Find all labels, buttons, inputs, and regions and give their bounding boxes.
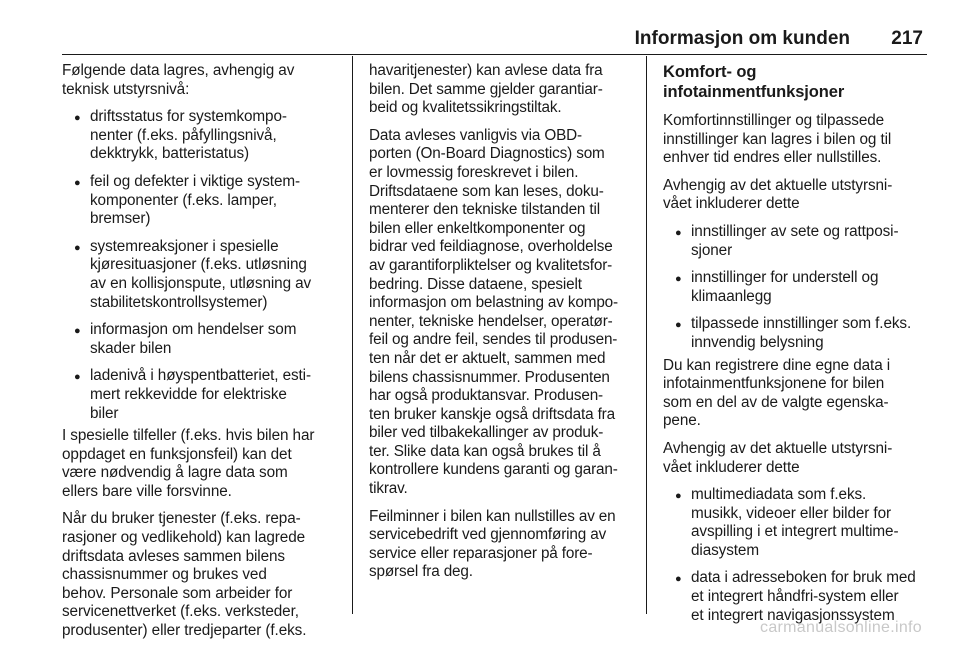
list-item (62, 321, 347, 358)
list-item-text: tilpassede innstillinger som f.eks. innvendig belysning (691, 315, 912, 351)
bullet-icon: ● (74, 371, 81, 384)
column-divider-2 (646, 56, 647, 614)
bullet-icon: ● (675, 490, 682, 503)
list-item (663, 315, 933, 352)
header-rule (62, 54, 927, 55)
page-number: 217 (891, 28, 923, 49)
bullet-icon: ● (74, 325, 81, 338)
list-item (62, 173, 347, 229)
list-item (663, 223, 933, 260)
list-item (663, 486, 933, 560)
bullet-icon: ● (675, 573, 682, 586)
paragraph: Avhengig av det aktuelle utstyrsni- vået inkluderer dette (663, 176, 893, 213)
bullet-icon: ● (675, 319, 682, 332)
list-item-text: multimediadata som f.eks. musikk, videoer eller bilder for avspilling i et integrert multime- diasystem (691, 486, 899, 559)
paragraph: Komfortinnstillinger og tilpassede innstillinger kan lagres i bilen og til enhver tid endres eller nullstilles. (663, 112, 892, 167)
column-2 (369, 62, 639, 591)
section-heading: Komfort- og infotainmentfunksjoner (663, 63, 845, 101)
bullet-icon: ● (675, 273, 682, 286)
paragraph: Avhengig av det aktuelle utstyrsni- vået inkluderer dette (663, 439, 893, 476)
list-item (62, 367, 347, 423)
list-item-text: ladenivå i høyspentbatteriet, esti- mert rekkevidde for elektriske biler (90, 367, 311, 422)
paragraph: I spesielle tilfeller (f.eks. hvis bilen har oppdaget en funksjonsfeil) kan det være nødvendig å lagre data som ellers bare ville forsvinne. (62, 427, 315, 500)
list-item (62, 108, 347, 164)
list-item-text: innstillinger for understell og klimaanlegg (691, 269, 879, 305)
paragraph: havaritjenester) kan avlese data fra bilen. Det samme gjelder garantiar- beid og kvalitetssikringstiltak. (369, 62, 603, 117)
list-item-text: systemreaksjoner i spesielle kjøresituasjoner (f.eks. utløsning av en kollisjonspute, utløsning av stabilitetskontrollsystemer) (90, 237, 312, 311)
list-item-text: data i adresseboken for bruk med et integrert håndfri-system eller et integrert navigasjonssystem (691, 569, 916, 624)
watermark: carmanualsonline.info (760, 619, 922, 636)
column-divider-1 (352, 56, 353, 614)
bullet-icon: ● (74, 176, 81, 189)
bullet-icon: ● (74, 112, 81, 125)
section-title: Informasjon om kunden (634, 28, 850, 49)
paragraph: Når du bruker tjenester (f.eks. repa- rasjoner og vedlikehold) kan lagrede driftsdata avleses sammen bilens chassisnummer og brukes ved behov. Personale som arbeider for servicenettverket (f.eks. verksteder, produsenter) eller tredjeparter (f.eks. (62, 510, 307, 640)
bullet-icon: ● (74, 241, 81, 254)
page-header (0, 0, 960, 54)
list-item-text: innstillinger av sete og rattposi- sjoner (691, 222, 899, 259)
list-item (663, 569, 933, 625)
column-3 (663, 62, 933, 634)
column-1 (62, 62, 347, 650)
list-item-text: driftsstatus for systemkompo- nenter (f.eks. påfyllingsnivå, dekktrykk, batteristatus) (90, 108, 287, 163)
paragraph: Feilminner i bilen kan nullstilles av en servicebedrift ved gjennomføring av service eller reparasjoner på fore- spørsel fra deg. (369, 507, 616, 581)
paragraph: Data avleses vanligvis via OBD- porten (On-Board Diagnostics) som er lovmessig foreskrevet i bilen. Driftsdataene som kan leses, doku- menterer den tekniske tilstanden til bilen eller enkeltkomponenter og bidrar ved feildiagnose, overholdelse av garantiforpliktelser og kvalitetsfor- bedring. Disse dataene, spesielt informasjon om belastning av kompo- nenter, tekniske hendelser, operatør- feil og andre feil, sendes til produsen- ten når det er aktuelt, sammen med bilens chassisnummer. Produsenten har også produktansvar. Produsen- ten bruker kanskje også driftsdata fra biler ved tilbakekallinger av produk- ter. Slike data kan også brukes til å kontrollere kundens garanti og garan- tikrav. (369, 126, 618, 498)
list-item-text: informasjon om hendelser som skader bilen (90, 321, 297, 357)
paragraph: Du kan registrere dine egne data i infotainmentfunksjonene for bilen som en del av de valgte egenska- pene. (663, 356, 891, 430)
intro-text: Følgende data lagres, avhengig av teknisk utstyrsnivå: (62, 62, 295, 98)
list-item (663, 269, 933, 306)
list-item (62, 238, 347, 312)
list-item-text: feil og defekter i viktige system- komponenter (f.eks. lamper, bremser) (90, 172, 300, 228)
bullet-icon: ● (675, 226, 682, 239)
